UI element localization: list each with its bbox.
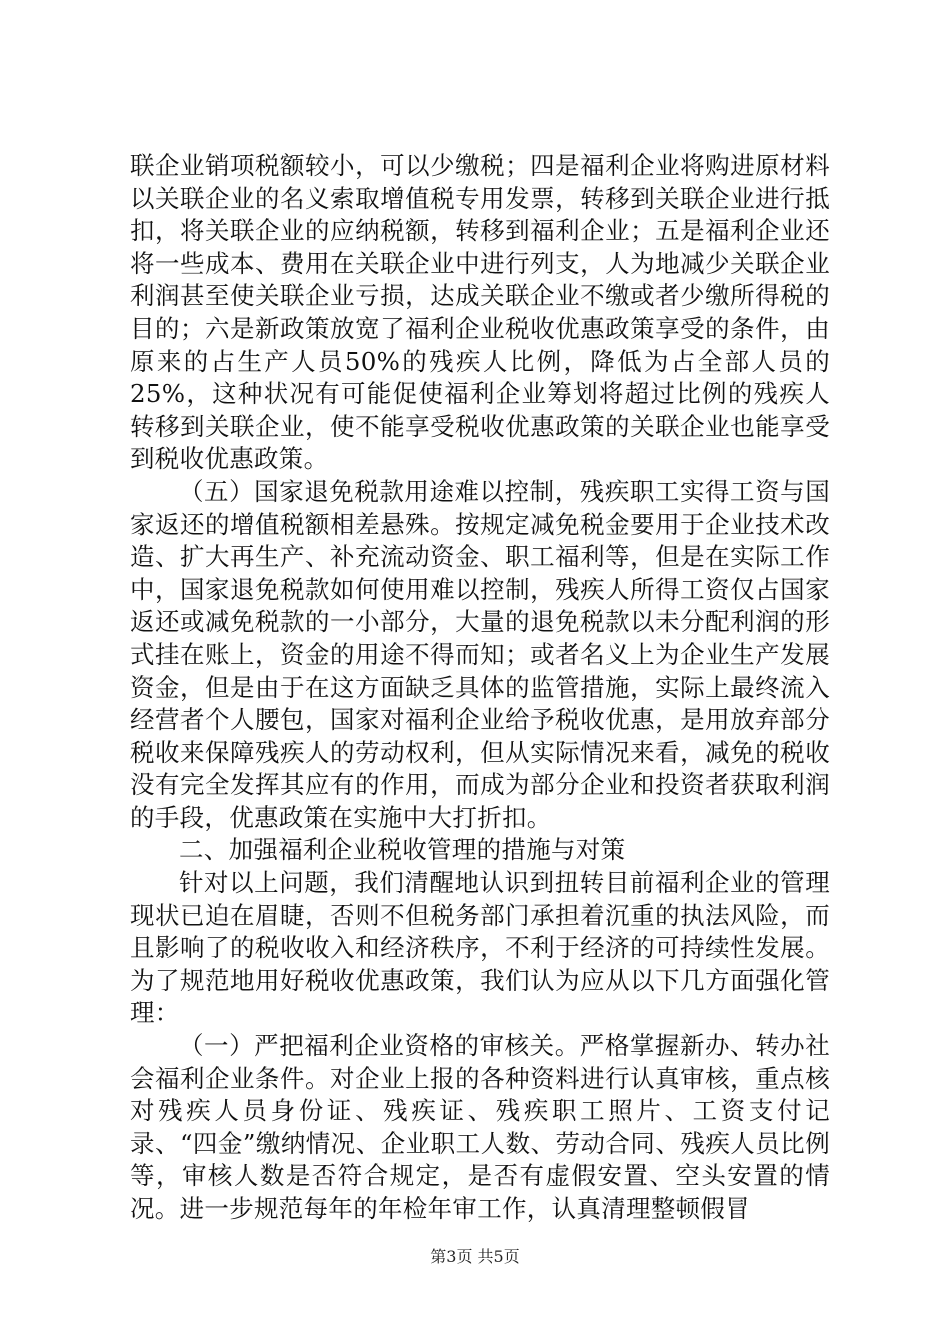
paragraph-continuation: 联企业销项税额较小，可以少缴税；四是福利企业将购进原材料以关联企业的名义索取增值税专用发票，转移到关联企业进行抵扣，将关联企业的应纳税额，转移到福利企业；五是福利企业还将一些成本、费用在关联企业中进行列支，人为地减少关联企业利润甚至使关联企业亏损，达成关联企业不缴或者少缴所得税的目的；六是新政策放宽了福利企业税收优惠政策享受的条件，由原来的占生产人员50%的残疾人比例，降低为占全部人员的25%，这种状况有可能促使福利企业筹划将超过比例的残疾人转移到关联企业，使不能享受税收优惠政策的关联企业也能享受到税收优惠政策。 (130, 151, 830, 474)
paragraph-intro: 针对以上问题，我们清醒地认识到扭转目前福利企业的管理现状已迫在眉睫，否则不但税务部门承担着沉重的执法风险，而且影响了的税收收入和经济秩序，不利于经济的可持续性发展。为了规范地用好税收优惠政策，我们认为应从以下几方面强化管理： (130, 868, 830, 1028)
paragraph-measure-one: （一）严把福利企业资格的审核关。严格掌握新办、转办社会福利企业条件。对企业上报的各种资料进行认真审核，重点核对残疾人员身份证、残疾证、残疾职工照片、工资支付记录、“四金”缴纳情况、企业职工人数、劳动合同、残疾人员比例等，审核人数是否符合规定，是否有虚假安置、空头安置的情况。进一步规范每年的年检年审工作，认真清理整顿假冒 (130, 1031, 830, 1223)
paragraph-section-five: （五）国家退免税款用途难以控制，残疾职工实得工资与国家返还的增值税额相差悬殊。按规定减免税金要用于企业技术改造、扩大再生产、补充流动资金、职工福利等，但是在实际工作中，国家退免税款如何使用难以控制，残疾人所得工资仅占国家返还或减免税款的一小部分，大量的退免税款以未分配利润的形式挂在账上，资金的用途不得而知；或者名义上为企业生产发展资金，但是由于在这方面缺乏具体的监管措施，实际上最终流入经营者个人腰包，国家对福利企业给予税收优惠，是用放弃部分税收来保障残疾人的劳动权利，但从实际情况来看，减免的税收没有完全发挥其应有的作用，而成为部分企业和投资者获取利润的手段，优惠政策在实施中大打折扣。 (130, 476, 830, 832)
page-footer: 第3页 共5页 (430, 1247, 520, 1266)
section-heading: 二、加强福利企业税收管理的措施与对策 (179, 835, 626, 865)
document-page (130, 150, 830, 1226)
